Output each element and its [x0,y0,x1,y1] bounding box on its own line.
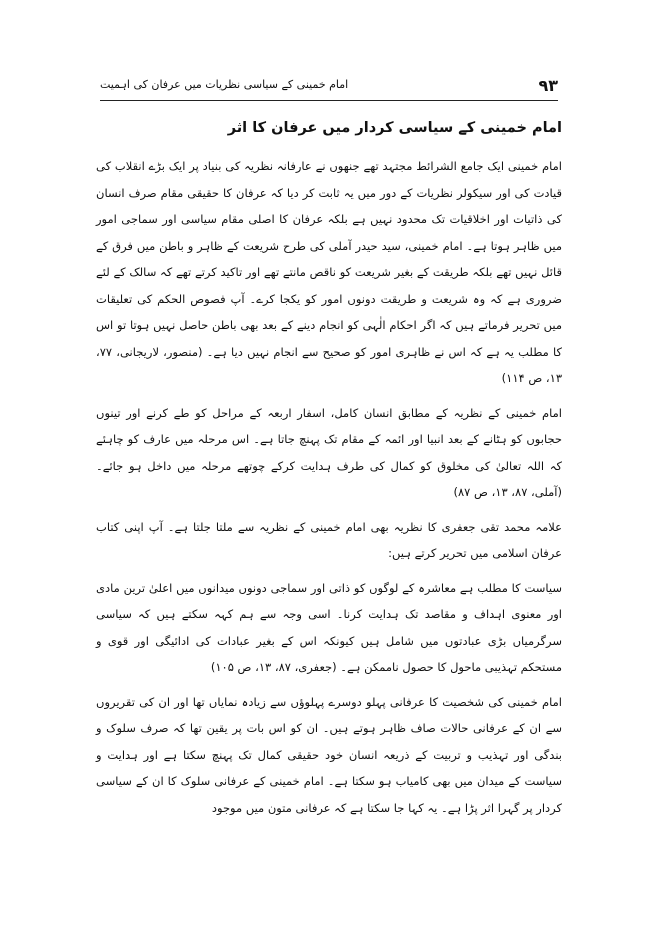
quoted-paragraph: سیاست کا مطلب ہے معاشرہ کے لوگوں کو ذاتی اور سماجی دونوں میدانوں میں اعلیٰ ترین مادی اور معنوی اہداف و مقاصد تک ہدایت کرنا۔ اسی وجہ سے ہم کہہ سکتے ہیں کہ سیاسی سرگرمیاں بڑی عبادتوں میں شامل ہیں کیونکہ اس کے بغیر عبادات کی ادائیگی اور قوی و مستحکم تہذیبی ماحول کا حصول ناممکن ہے۔ (جعفری، ۸۷، ۱۳، ص ۱۰۵) [96,580,562,674]
page-content [96,116,562,829]
page-number: ۹۳ [538,76,558,95]
running-title: امام خمینی کے سیاسی نظریات میں عرفان کی اہمیت [100,78,349,91]
section-heading: امام خمینی کے سیاسی کردار میں عرفان کا اثر [227,120,562,136]
page-header [100,72,558,101]
paragraph-1: امام خمینی ایک جامع الشرائط مجتہد تھے جنھوں نے عارفانہ نظریہ کی بنیاد پر ایک بڑے انقلاب کی قیادت کی اور سیکولر نظریات کے دور میں یہ ثابت کر دیا کہ عرفان کا حقیقی مقام صرف انسان کی ذاتیات اور اخلاقیات تک محدود نہیں ہے بلکہ عرفان کا اصلی مقام سیاسی اور سماجی امور میں ظاہر ہوتا ہے۔ امام خمینی، سید حیدر آملی کی طرح شریعت کے ظاہر و باطن میں فرق کے قائل نہیں تھے بلکہ طریقت کے بغیر شریعت کو ناقص مانتے تھے اور تاکید کرتے تھے کہ سالک کے لئے ضروری ہے کہ وہ شریعت و طریقت دونوں امور کو یکجا کرے۔ آپ فصوص الحکم کی تعلیقات میں تحریر فرماتے ہیں کہ اگر احکام الٰہی کو انجام دینے کے بعد بھی باطن حاصل نہیں ہوتا تو اس کا مطلب یہ ہے کہ اس نے ظاہری امور کو صحیح سے انجام نہیں دیا ہے۔ (منصور، لاریجانی، ۷۷، ۱۳، ص ۱۱۴) [96,159,562,385]
paragraph-3: علامہ محمد تقی جعفری کا نظریہ بھی امام خمینی کے نظریہ سے ملتا جلتا ہے۔ آپ اپنی کتاب عرفان اسلامی میں تحریر کرتے ہیں: [96,519,562,560]
paragraph-5: امام خمینی کی شخصیت کا عرفانی پہلو دوسرے پہلوؤں سے زیادہ نمایاں تھا اور ان کی تقریروں سے ان کے عرفانی حالات صاف ظاہر ہوتے ہیں۔ ان کو اس بات پر یقین تھا کہ صرف سلوک و بندگی اور تہذیب و تربیت کے ذریعہ انسان خود حقیقی کمال تک پہنچ سکتا ہے اور ہدایت و سیاست کے میدان میں بھی کامیاب ہو سکتا ہے۔ امام خمینی کے عرفانی سلوک کا ان کے سیاسی کردار پر گہرا اثر پڑا ہے۔ یہ کہا جا سکتا ہے کہ عرفانی متون میں موجود [96,694,562,815]
paragraph-2: امام خمینی کے نظریہ کے مطابق انسان کامل، اسفار اربعہ کے مراحل کو طے کرنے اور تینوں حجابوں کو ہٹانے کے بعد انبیا اور ائمہ کے مقام تک پہنچ جاتا ہے۔ اس مرحلہ میں عارف کو چاہئے کہ اللہ تعالیٰ کی مخلوق کو کمال کی طرف ہدایت کرکے چوتھے مرحلہ میں داخل ہو جائے۔ (آملی، ۸۷، ۱۳، ص ۸۷) [96,405,562,499]
